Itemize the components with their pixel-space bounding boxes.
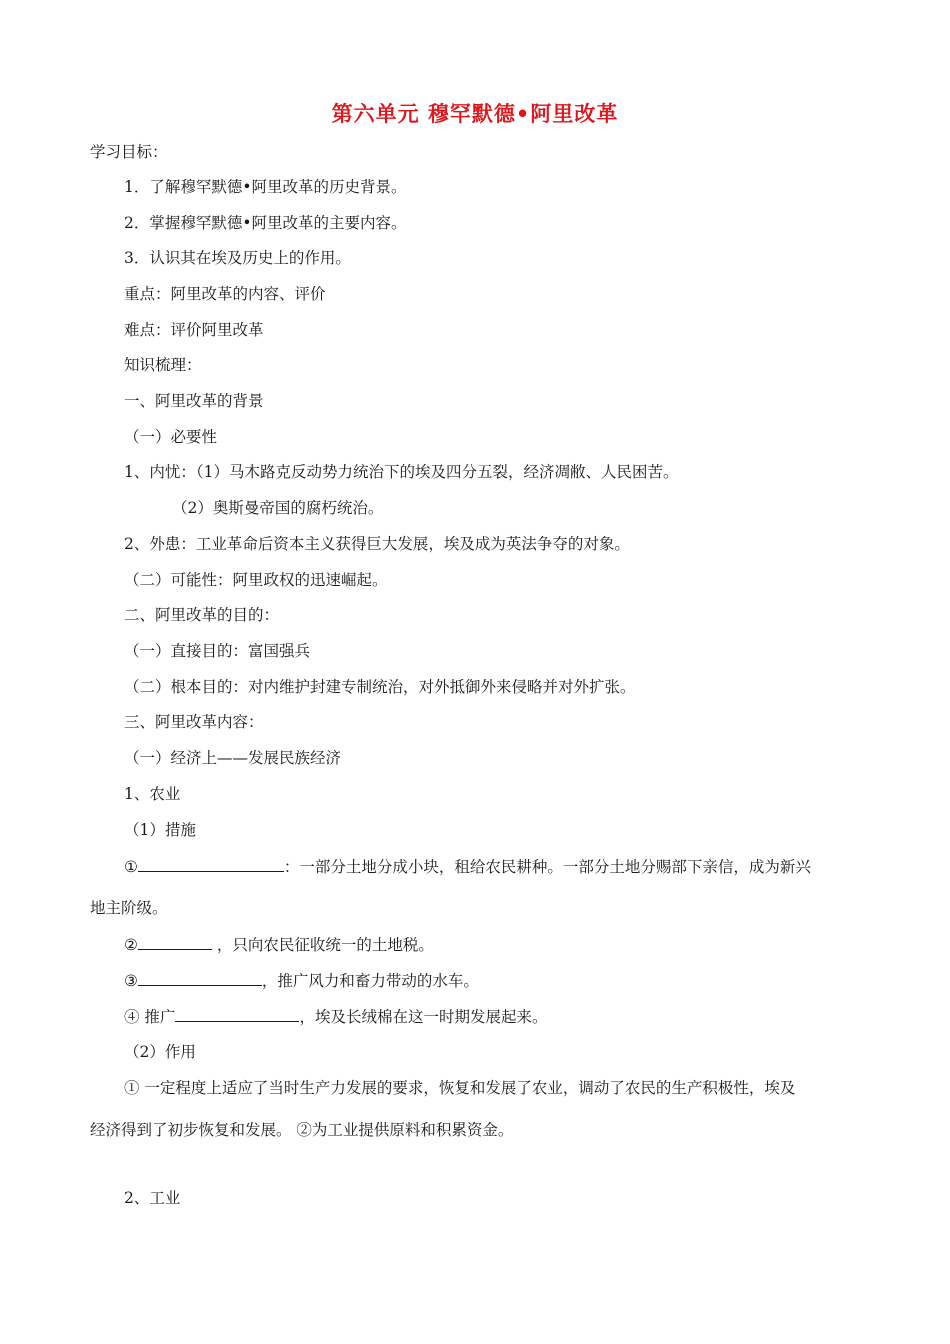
paragraph: （二）根本目的：对内维护封建专制统治，对外抵御外来侵略并对外扩张。 [124, 678, 636, 696]
paragraph: 2、工业 [124, 1189, 181, 1207]
section-heading: 二、阿里改革的目的： [124, 606, 280, 624]
subsection-heading: （一）经济上——发展民族经济 [124, 749, 342, 767]
item-number: ④ 推广 [124, 1008, 176, 1026]
fill-in-blank[interactable] [138, 970, 262, 986]
fill-in-blank[interactable] [138, 934, 212, 950]
section-heading: 三、阿里改革内容： [124, 713, 264, 731]
section-heading: 一、阿里改革的背景 [124, 392, 264, 410]
difficulty: 难点：评价阿里改革 [124, 321, 264, 339]
item-text: ，推广风力和畜力带动的水车。 [261, 972, 479, 990]
subsection-heading: （一）必要性 [124, 428, 218, 446]
fill-in-item [124, 856, 811, 877]
item-text: ，埃及长绒棉在这一时期发展起来。 [299, 1008, 548, 1026]
objective-item: 2．掌握穆罕默德•阿里改革的主要内容。 [124, 214, 407, 232]
paragraph: （2）作用 [124, 1043, 196, 1061]
objective-item: 1．了解穆罕默德•阿里改革的历史背景。 [124, 178, 407, 196]
paragraph: 1、农业 [124, 785, 181, 803]
item-text: ：一部分土地分成小块，租给农民耕种。一部分土地分赐部下亲信，成为新兴 [283, 858, 811, 876]
paragraph: 2、外患：工业革命后资本主义获得巨大发展，埃及成为英法争夺的对象。 [124, 535, 630, 553]
item-text: ，只向农民征收统一的土地税。 [211, 936, 434, 954]
knowledge-heading: 知识梳理： [124, 356, 202, 374]
fill-in-blank[interactable] [175, 1006, 299, 1022]
paragraph: （一）直接目的：富国强兵 [124, 642, 311, 660]
paragraph: （2）奥斯曼帝国的腐朽统治。 [172, 499, 384, 517]
page-title: 第六单元 穆罕默德•阿里改革 [331, 102, 619, 126]
paragraph: ① 一定程度上适应了当时生产力发展的要求，恢复和发展了农业，调动了农民的生产积极性，埃及 [124, 1079, 796, 1097]
item-number: ① [124, 858, 138, 876]
fill-in-item [124, 1006, 547, 1027]
item-number: ② [124, 936, 138, 954]
fill-in-blank[interactable] [138, 856, 284, 872]
objectives-heading: 学习目标： [90, 143, 168, 161]
objective-item: 3．认识其在埃及历史上的作用。 [124, 249, 351, 267]
item-number: ③ [124, 972, 138, 990]
paragraph: （1）措施 [124, 821, 196, 839]
fill-in-item [124, 970, 479, 991]
paragraph: 经济得到了初步恢复和发展。 ②为工业提供原料和积累资金。 [90, 1121, 514, 1139]
subsection-heading: （二）可能性：阿里政权的迅速崛起。 [124, 571, 388, 589]
paragraph: 1、内忧：（1）马木路克反动势力统治下的埃及四分五裂，经济凋敝、人民困苦。 [124, 463, 679, 481]
key-point: 重点：阿里改革的内容、评价 [124, 285, 326, 303]
fill-in-item [124, 934, 434, 955]
paragraph: 地主阶级。 [90, 899, 168, 917]
